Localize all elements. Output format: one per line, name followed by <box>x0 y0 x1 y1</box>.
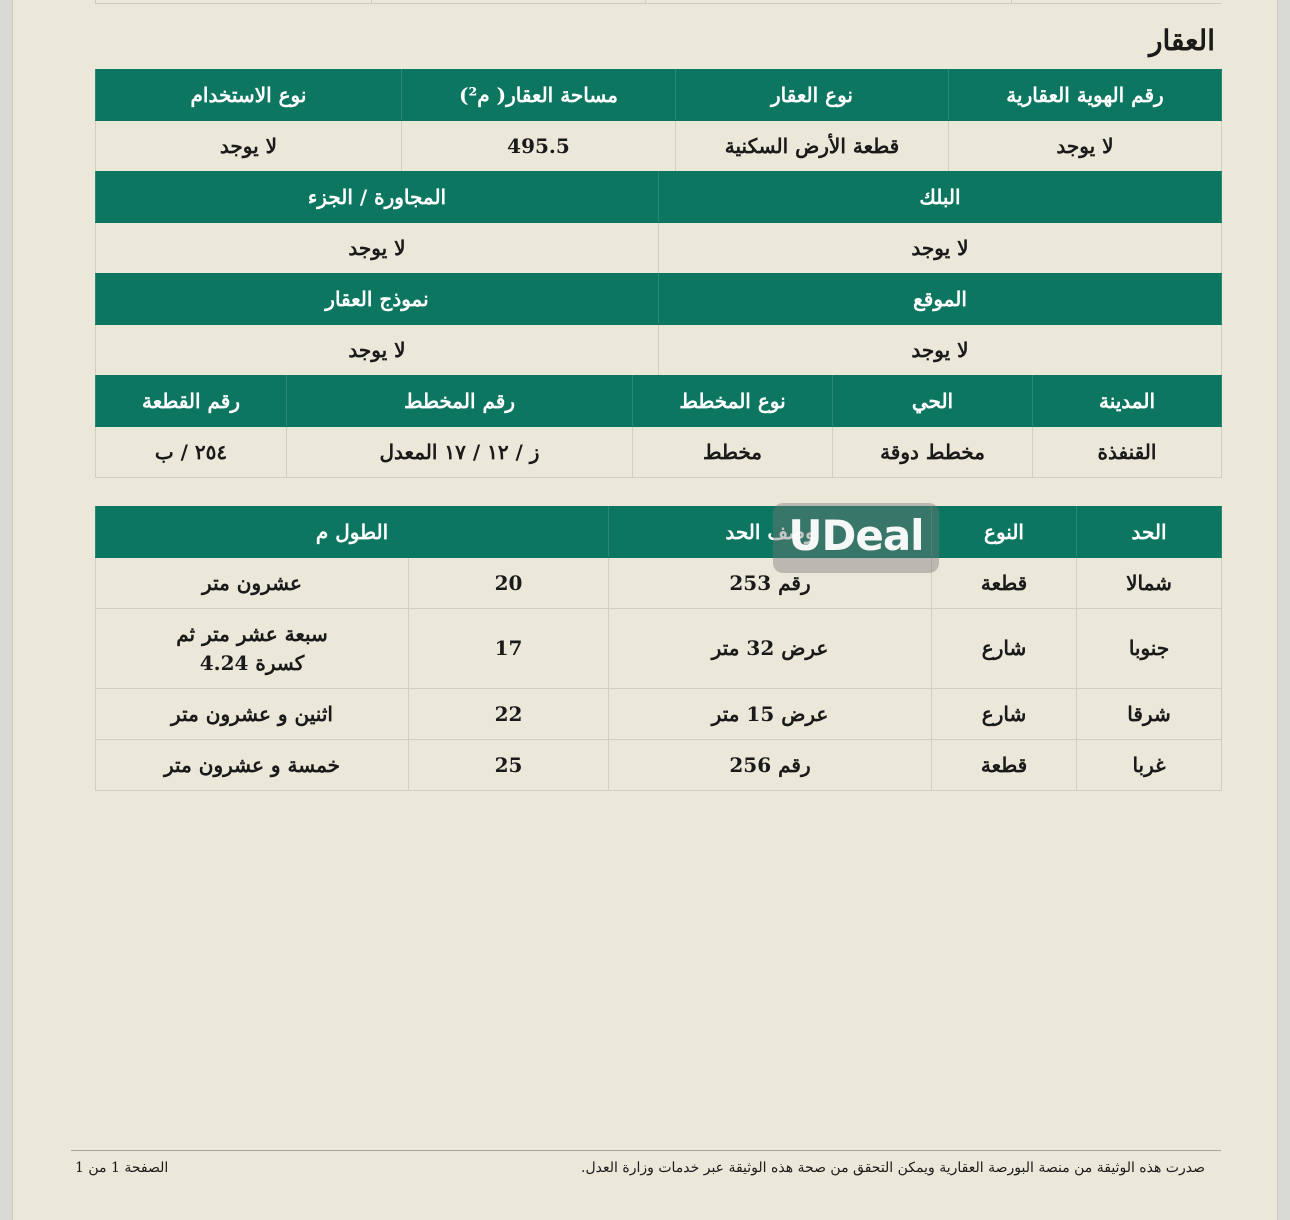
boundary-direction: شمالا <box>1077 558 1222 609</box>
boundaries-table <box>95 506 1222 791</box>
block-table <box>95 171 1222 274</box>
document-page <box>12 0 1278 1220</box>
header-boundary-description: وصف الحد <box>609 507 932 558</box>
header-neighborhood-part: المجاورة / الجزء <box>96 172 659 223</box>
boundary-description-text: رقم 253 <box>729 571 811 595</box>
header-parcel-number: رقم القطعة <box>96 376 287 427</box>
value-district: مخطط دوقة <box>833 427 1033 478</box>
boundary-description: عرض 15 متر <box>609 689 932 740</box>
footer-note: صدرت هذه الوثيقة من منصة البورصة العقارية ويمكن التحقق من صحة هذه الوثيقة عبر خدمات وزارة العدل. <box>581 1160 1205 1176</box>
value-property-id: لا يوجد <box>949 121 1222 172</box>
header-boundary-type: النوع <box>932 507 1077 558</box>
header-plan-type: نوع المخطط <box>633 376 833 427</box>
header-property-type: نوع العقار <box>676 70 949 121</box>
boundary-description: عرض 32 متر <box>609 609 932 689</box>
value-block: لا يوجد <box>659 223 1222 274</box>
header-city: المدينة <box>1033 376 1222 427</box>
table-row <box>96 558 1222 609</box>
boundary-direction: جنوبا <box>1077 609 1222 689</box>
boundary-type: قطعة <box>932 558 1077 609</box>
boundary-length: 17 <box>409 609 609 689</box>
boundary-length-text: خمسة و عشرون متر <box>96 740 409 791</box>
boundary-direction: غربا <box>1077 740 1222 791</box>
value-location: لا يوجد <box>659 325 1222 376</box>
header-usage-type: نوع الاستخدام <box>96 70 402 121</box>
value-city: القنفذة <box>1033 427 1222 478</box>
boundary-length-text: عشرون متر <box>96 558 409 609</box>
footer-divider <box>71 1150 1221 1151</box>
header-block: البلك <box>659 172 1222 223</box>
value-parcel-number: ٢٥٤ / ب <box>96 427 287 478</box>
value-property-type: قطعة الأرض السكنية <box>676 121 949 172</box>
value-plan-number: ز / ١٢ / ١٧ المعدل <box>287 427 633 478</box>
boundary-length-text: سبعة عشر متر ثم كسرة 4.24 <box>96 609 409 689</box>
location-table <box>95 273 1222 376</box>
property-table <box>95 69 1222 172</box>
header-district: الحي <box>833 376 1033 427</box>
header-property-area: مساحة العقار( م²) <box>402 70 676 121</box>
boundary-length: 25 <box>409 740 609 791</box>
header-boundary: الحد <box>1077 507 1222 558</box>
value-usage-type: لا يوجد <box>96 121 402 172</box>
table-row <box>96 689 1222 740</box>
previous-table-edge <box>95 0 1221 4</box>
boundary-type: قطعة <box>932 740 1077 791</box>
table-row <box>96 609 1222 689</box>
page-number: الصفحة 1 من 1 <box>75 1160 169 1176</box>
watermark-logo: UDeal <box>773 503 939 573</box>
plan-table <box>95 375 1222 478</box>
boundary-type: شارع <box>932 689 1077 740</box>
value-plan-type: مخطط <box>633 427 833 478</box>
boundary-length: 22 <box>409 689 609 740</box>
value-neighborhood-part: لا يوجد <box>96 223 659 274</box>
boundary-length: 20 <box>409 558 609 609</box>
section-title: العقار <box>1148 24 1215 57</box>
header-property-model: نموذج العقار <box>96 274 659 325</box>
value-property-area: 495.5 <box>402 121 676 172</box>
boundary-description: رقم 256 <box>609 740 932 791</box>
boundary-length-text: اثنين و عشرون متر <box>96 689 409 740</box>
header-length: الطول م <box>96 507 609 558</box>
value-property-model: لا يوجد <box>96 325 659 376</box>
boundary-type: شارع <box>932 609 1077 689</box>
table-row <box>96 740 1222 791</box>
boundary-direction: شرقا <box>1077 689 1222 740</box>
header-plan-number: رقم المخطط <box>287 376 633 427</box>
header-location: الموقع <box>659 274 1222 325</box>
header-property-id: رقم الهوية العقارية <box>949 70 1222 121</box>
